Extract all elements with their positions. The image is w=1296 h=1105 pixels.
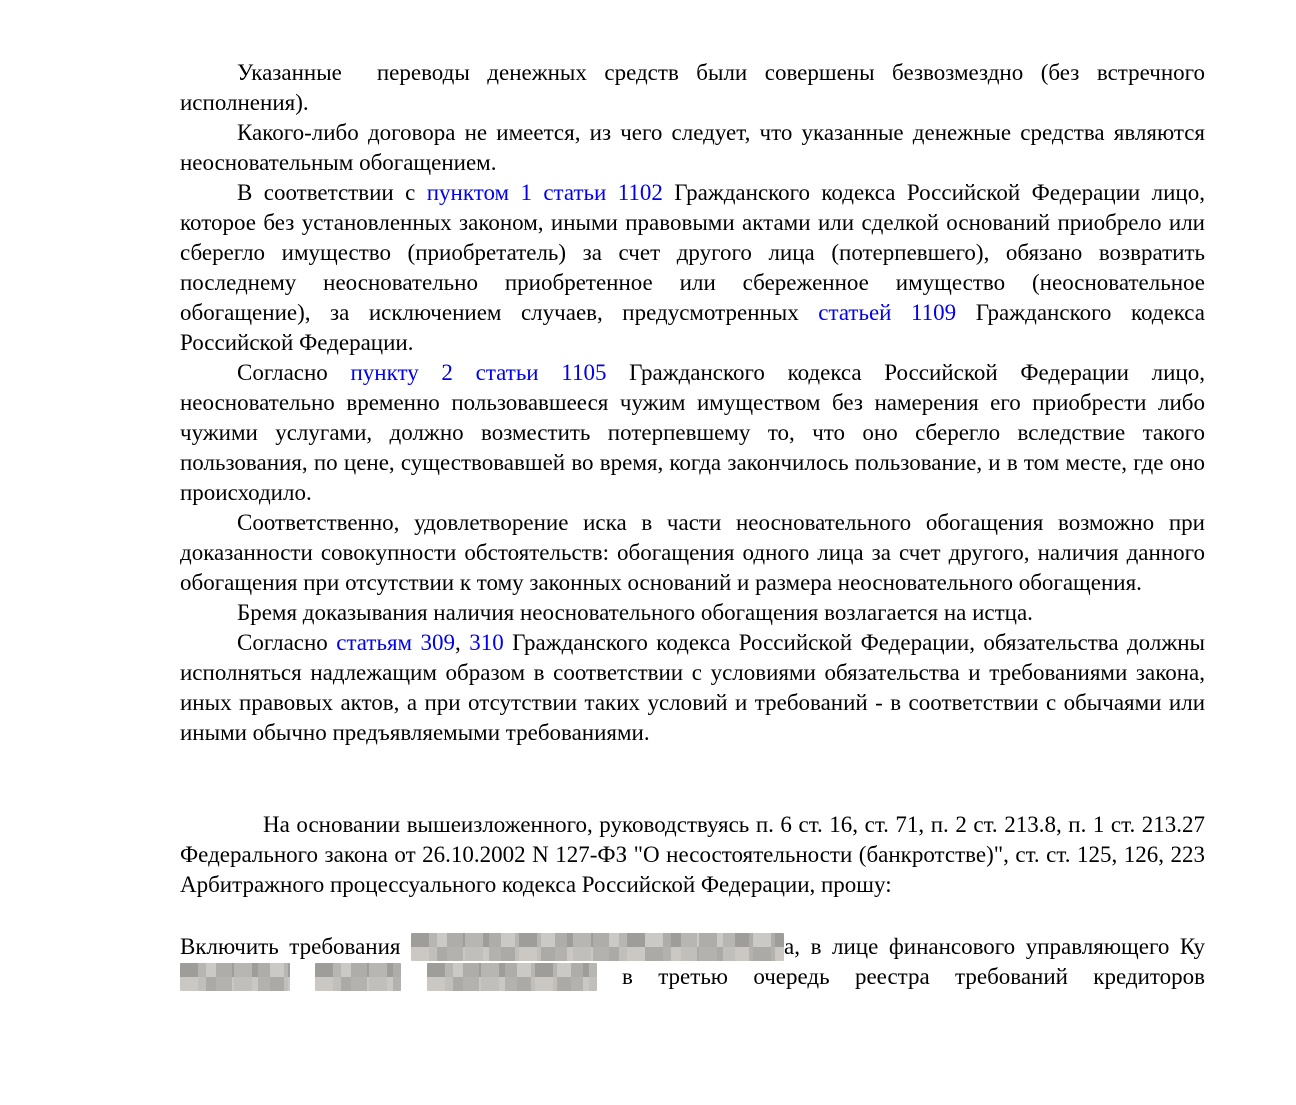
paragraph-4 [180, 358, 1205, 508]
text-run: Согласно [237, 360, 351, 385]
link-gk-rf-statya-310[interactable]: 310 [469, 630, 504, 655]
text-run: В соответствии с [237, 180, 427, 205]
redacted-manager-patronymic-blur [427, 963, 597, 991]
paragraph-1 [180, 58, 1205, 118]
redacted-manager-firstname-blur [315, 963, 401, 991]
text-run: Указанные переводы денежных средств были совершены безвозмездно (без встречного исполнения). [180, 60, 1205, 115]
paragraph-8 [180, 810, 1205, 900]
text-run: Бремя доказывания наличия неосновательного обогащения возлагается на истца. [237, 600, 1033, 625]
link-gk-rf-punkt-1-statya-1102[interactable]: пунктом 1 статьи 1102 [426, 180, 663, 205]
paragraph-9 [180, 932, 1205, 992]
text-run: , [455, 630, 470, 655]
text-run: Включить требования [180, 934, 412, 959]
text-run: а, в лице финансового управляющего Ку [784, 934, 1205, 959]
paragraph-7 [180, 628, 1205, 748]
text-run [401, 964, 426, 989]
text-run: в третью очередь реестра требований кредиторов [596, 964, 1205, 989]
link-gk-rf-statya-309[interactable]: статьям 309 [336, 630, 456, 655]
redacted-manager-surname-blur [180, 963, 290, 991]
text-run: Гражданского кодекса Российской Федерации, обязательства должны исполняться надлежащим образом в соответствии с условиями обязательства и требованиями закона, иных правовых актов, а при отсутствии таких условий и требований - в соответствии с обычаями или иными обычно предъявляемыми требованиями. [180, 630, 1206, 745]
paragraph-3 [180, 178, 1205, 358]
redacted-debtor-name-blur [411, 933, 784, 961]
text-run [290, 964, 315, 989]
text-run: Гражданского кодекса Российской Федерации. [180, 300, 1206, 355]
paragraph-2 [180, 118, 1205, 178]
paragraph-5 [180, 508, 1205, 598]
link-gk-rf-statya-1109[interactable]: статьей 1109 [818, 300, 957, 325]
text-run: На основании вышеизложенного, руководствуясь п. 6 ст. 16, ст. 71, п. 2 ст. 213.8, п. 1 ст. 213.27 Федерального закона от 26.10.2002 N 127-ФЗ "О несостоятельности (банкротстве)", ст. ст. 125, 126, 223 Арбитражного процессуального кодекса Российской Федерации, прошу: [180, 812, 1205, 897]
link-gk-rf-punkt-2-statya-1105[interactable]: пункту 2 статьи 1105 [350, 360, 607, 385]
paragraph-6 [180, 598, 1205, 628]
text-run: Какого-либо договора не имеется, из чего следует, что указанные денежные средства являются неосновательным обогащением. [180, 120, 1205, 175]
text-run: Гражданского кодекса Российской Федерации лицо, неосновательно временно пользовавшееся чужим имуществом без намерения его приобрести либо чужими услугами, должно возместить потерпевшему то, что оно сберегло вследствие такого пользования, по цене, существовавшей во время, когда закончилось пользование, и в том месте, где оно происходило. [180, 360, 1205, 505]
text-run: Соответственно, удовлетворение иска в части неосновательного обогащения возможно при доказанности совокупности обстоятельств: обогащения одного лица за счет другого, наличия данного обогащения при отсутствии к тому законных оснований и размера неосновательного обогащения. [180, 510, 1205, 595]
document-body [180, 58, 1205, 992]
text-run: Согласно [237, 630, 337, 655]
text-run: Гражданского кодекса Российской Федерации лицо, которое без установленных законом, иными правовыми актами или сделкой оснований приобрело или сберегло имущество (приобретатель) за счет другого лица (потерпевшего), обязано возвратить последнему неосновательно приобретенное или сбереженное имущество (неосновательное обогащение), за исключением случаев, предусмотренных [180, 180, 1205, 325]
